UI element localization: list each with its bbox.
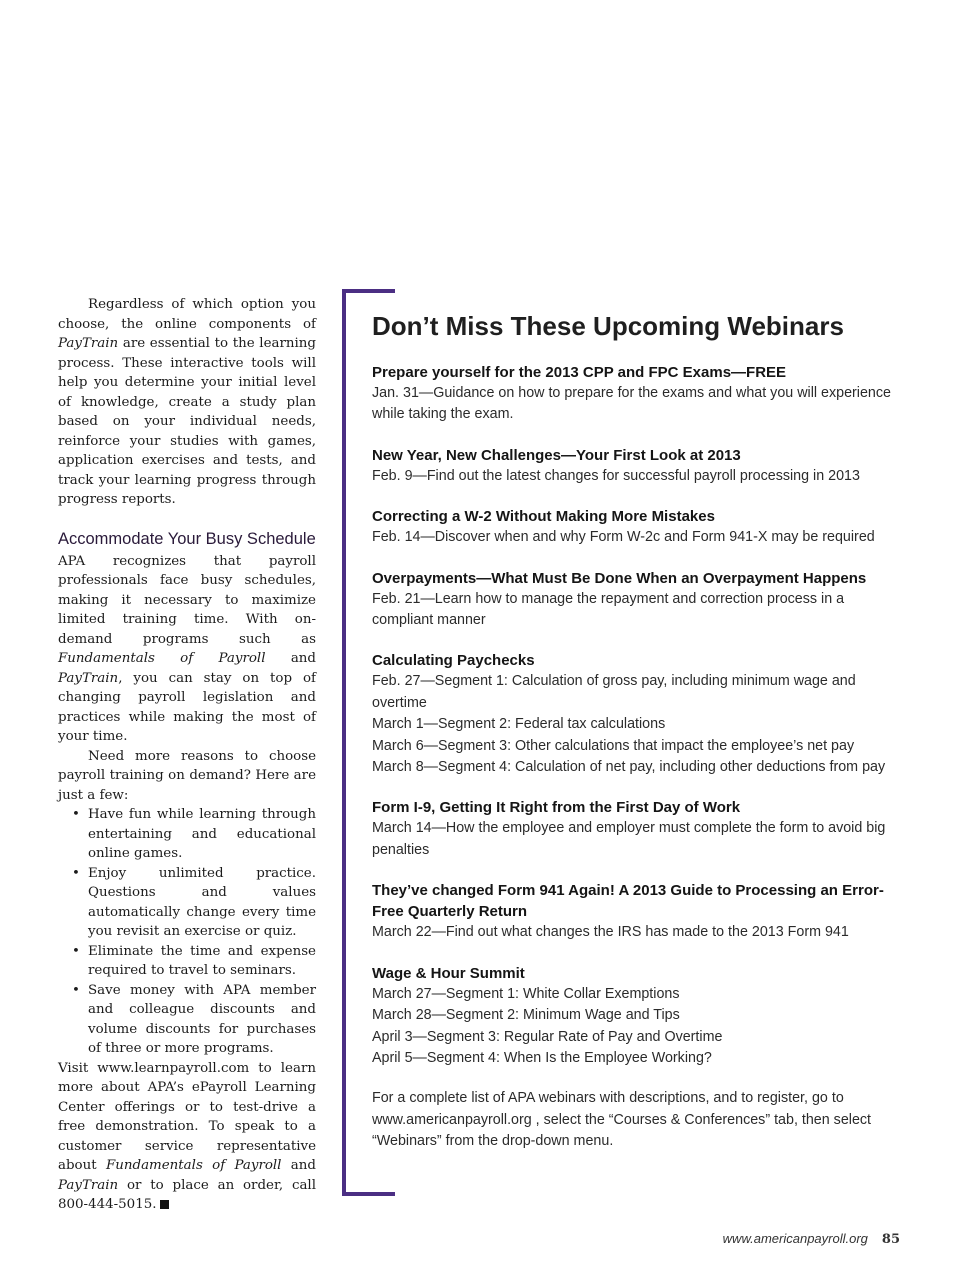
closing-text: Visit www.learnpayroll.com to learn more about APA’s ePayroll Learning Center offerings or to test-drive a free demonstration. To speak to a customer service representative about (58, 1060, 316, 1173)
closing-fundamentals: Fundamentals of Payroll (105, 1158, 282, 1173)
schedule-paytrain: PayTrain (58, 670, 119, 686)
list-item: • Have fun while learning through entertaining and educational online games. (72, 805, 316, 864)
intro-paragraph (58, 295, 316, 510)
sidebar-closing-text: For a complete list of APA webinars with descriptions, and to register, go to www.americanpayroll.org , select the “Courses & Conferences” tab, then select “Webinars” from the drop-down menu. (372, 1090, 872, 1150)
schedule-and: and (265, 651, 316, 666)
sidebar-bracket-top (342, 289, 395, 293)
webinar-item (372, 506, 897, 548)
list-item: • Enjoy unlimited practice. Questions and values automatically change every time you revisit an exercise or quiz. (72, 864, 316, 942)
list-item: • Eliminate the time and expense required to travel to seminars. (72, 942, 316, 981)
webinar-session: March 27—Segment 1: White Collar Exemptions (372, 985, 680, 1002)
section-heading: Accommodate Your Busy Schedule (58, 529, 316, 548)
webinar-session: Feb. 14—Discover when and why Form W-2c and Form 941-X may be required (372, 529, 875, 546)
webinar-session: March 22—Find out what changes the IRS has made to the 2013 Form 941 (372, 924, 849, 941)
closing-paragraph (58, 1059, 316, 1215)
webinar-session: March 14—How the employee and employer must complete the form to avoid big penalties (372, 820, 886, 858)
sidebar-bracket-bottom (342, 1192, 395, 1196)
webinar-session: Feb. 9—Find out the latest changes for successful payroll processing in 2013 (372, 467, 860, 484)
webinar-session: Feb. 21—Learn how to manage the repayment and correction process in a compliant manner (372, 590, 845, 629)
webinar-item (372, 445, 897, 487)
closing-and: and (281, 1158, 316, 1173)
webinar-title: They’ve changed Form 941 Again! A 2013 Guide to Processing an Error-Free Quarterly Return (372, 882, 884, 921)
closing-text-end: or to place an order, call 800-444-5015. (58, 1177, 316, 1212)
webinar-item (372, 963, 897, 1070)
webinar-title: Calculating Paychecks (372, 652, 535, 670)
webinar-title: New Year, New Challenges—Your First Look at 2013 (372, 446, 741, 464)
webinar-sidebar (372, 310, 897, 1153)
list-item: • Save money with APA member and colleague discounts and volume discounts for purchases of three or more programs. (72, 981, 316, 1059)
intro-text-end: are essential to the learning process. These interactive tools will help you determine your initial level of knowledge, create a study plan based on your individual needs, reinforce your studies with games, application exercises and tests, and track your learning progress through progress reports. (58, 336, 316, 507)
page-footer (723, 1231, 900, 1247)
webinar-session: March 28—Segment 2: Minimum Wage and Tips (372, 1007, 680, 1024)
webinar-title: Prepare yourself for the 2013 CPP and FPC Exams—FREE (372, 364, 787, 381)
webinar-item (372, 568, 897, 632)
webinar-session: April 5—Segment 4: When Is the Employee Working? (372, 1049, 712, 1066)
schedule-paragraph (58, 552, 316, 747)
footer-url: www.americanpayroll.org (722, 1231, 868, 1246)
webinar-item (372, 362, 897, 426)
schedule-text: APA recognizes that payroll professionals face busy schedules, making it necessary to maximize limited training time. With on-demand programs such as (58, 553, 316, 647)
webinar-item (372, 797, 897, 861)
webinar-session: March 8—Segment 4: Calculation of net pay, including other deductions from pay (372, 759, 886, 776)
webinar-title: Wage & Hour Summit (372, 964, 525, 982)
webinar-session: March 1—Segment 2: Federal tax calculations (372, 716, 666, 733)
webinar-title: Form I-9, Getting It Right from the First Day of Work (372, 799, 741, 817)
page-number: 85 (881, 1232, 900, 1247)
sidebar-title: Don’t Miss These Upcoming Webinars (372, 311, 844, 341)
closing-paytrain: PayTrain (58, 1177, 119, 1193)
webinar-session: Jan. 31—Guidance on how to prepare for the exams and what you will experience while taking the exam. (372, 385, 891, 423)
webinar-title: Overpayments—What Must Be Done When an Overpayment Happens (372, 569, 867, 587)
webinar-item (372, 650, 897, 778)
webinar-session: March 6—Segment 3: Other calculations that impact the employee’s net pay (372, 737, 855, 754)
webinar-session: April 3—Segment 3: Regular Rate of Pay and Overtime (372, 1028, 723, 1045)
webinar-title: Correcting a W-2 Without Making More Mistakes (372, 508, 715, 526)
webinar-session: Feb. 27—Segment 1: Calculation of gross pay, including minimum wage and overtime (372, 673, 856, 711)
sidebar-bracket (342, 289, 346, 1196)
intro-text: Regardless of which option you choose, the online components of (58, 297, 316, 332)
schedule-text-end: , you can stay on top of changing payroll legislation and practices while making the most of your time. (58, 670, 316, 744)
webinar-item (372, 880, 897, 943)
end-mark-icon (160, 1200, 169, 1209)
schedule-fundamentals: Fundamentals of Payroll (58, 651, 266, 666)
intro-paytrain: PayTrain (58, 336, 119, 351)
reasons-paragraph: Need more reasons to choose payroll training on demand? Here are just a few: (58, 748, 316, 803)
left-column (58, 295, 316, 1215)
reasons-list (58, 805, 316, 1059)
